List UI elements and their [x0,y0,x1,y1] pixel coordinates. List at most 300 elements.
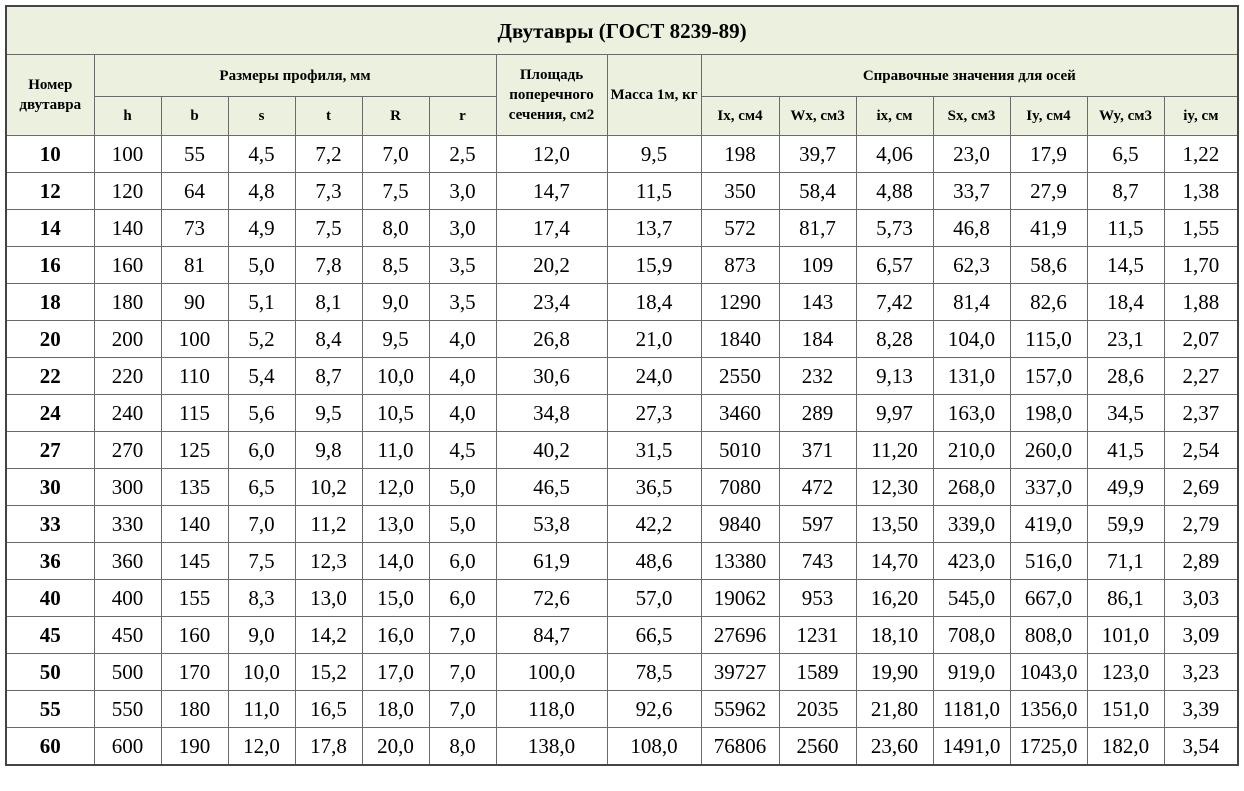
table-cell: 337,0 [1010,469,1087,506]
table-cell: 7,42 [856,284,933,321]
table-cell: 8,5 [362,247,429,284]
table-cell: 3,5 [429,284,496,321]
table-cell: 180 [161,691,228,728]
table-cell: 7,0 [228,506,295,543]
table-cell: 1,88 [1164,284,1238,321]
table-cell: 300 [94,469,161,506]
table-cell: 151,0 [1087,691,1164,728]
table-cell: 182,0 [1087,728,1164,766]
table-cell: 14,0 [362,543,429,580]
table-cell: 8,4 [295,321,362,358]
table-cell: 120 [94,173,161,210]
table-cell: 81,4 [933,284,1010,321]
header-dimensions: Размеры профиля, мм [94,55,496,97]
beam-number-cell: 14 [6,210,94,247]
table-cell: 1356,0 [1010,691,1087,728]
table-cell: 170 [161,654,228,691]
table-cell: 138,0 [496,728,607,766]
beam-number-cell: 22 [6,358,94,395]
beam-number-cell: 24 [6,395,94,432]
table-cell: 66,5 [607,617,701,654]
table-cell: 13,0 [295,580,362,617]
header-iy: iy, см [1164,97,1238,136]
table-cell: 17,8 [295,728,362,766]
table-cell: 16,5 [295,691,362,728]
table-cell: 9,5 [295,395,362,432]
table-row [6,173,1238,210]
table-cell: 160 [161,617,228,654]
table-cell: 109 [779,247,856,284]
table-cell: 64 [161,173,228,210]
header-h: h [94,97,161,136]
table-row [6,617,1238,654]
table-cell: 81,7 [779,210,856,247]
table-cell: 350 [701,173,779,210]
table-cell: 2,79 [1164,506,1238,543]
table-cell: 18,0 [362,691,429,728]
table-row [6,543,1238,580]
table-cell: 17,0 [362,654,429,691]
beam-number-cell: 12 [6,173,94,210]
table-cell: 5,0 [429,469,496,506]
table-cell: 16,0 [362,617,429,654]
table-cell: 17,4 [496,210,607,247]
table-cell: 18,4 [607,284,701,321]
table-cell: 7,0 [429,617,496,654]
table-cell: 4,06 [856,136,933,173]
table-cell: 40,2 [496,432,607,469]
table-cell: 550 [94,691,161,728]
table-cell: 7,0 [429,691,496,728]
table-cell: 23,1 [1087,321,1164,358]
table-cell: 115,0 [1010,321,1087,358]
table-cell: 23,60 [856,728,933,766]
table-cell: 4,5 [228,136,295,173]
table-cell: 10,5 [362,395,429,432]
table-cell: 4,0 [429,395,496,432]
table-cell: 450 [94,617,161,654]
table-row [6,247,1238,284]
table-cell: 48,6 [607,543,701,580]
table-cell: 3,09 [1164,617,1238,654]
table-cell: 270 [94,432,161,469]
table-cell: 9,5 [607,136,701,173]
table-cell: 10,0 [228,654,295,691]
table-cell: 9,0 [228,617,295,654]
table-cell: 135 [161,469,228,506]
table-cell: 516,0 [1010,543,1087,580]
table-cell: 21,0 [607,321,701,358]
table-cell: 145 [161,543,228,580]
table-cell: 190 [161,728,228,766]
table-cell: 42,2 [607,506,701,543]
header-ix: ix, см [856,97,933,136]
table-cell: 157,0 [1010,358,1087,395]
table-cell: 11,0 [228,691,295,728]
table-cell: 371 [779,432,856,469]
table-cell: 13380 [701,543,779,580]
table-cell: 9,97 [856,395,933,432]
table-cell: 140 [161,506,228,543]
table-cell: 240 [94,395,161,432]
table-cell: 200 [94,321,161,358]
table-cell: 39,7 [779,136,856,173]
table-cell: 7,0 [362,136,429,173]
table-cell: 8,3 [228,580,295,617]
table-cell: 20,2 [496,247,607,284]
table-cell: 27,9 [1010,173,1087,210]
table-cell: 360 [94,543,161,580]
table-cell: 33,7 [933,173,1010,210]
beam-number-cell: 10 [6,136,94,173]
header-Sx: Sx, см3 [933,97,1010,136]
table-cell: 3,0 [429,173,496,210]
header-t: t [295,97,362,136]
table-cell: 41,9 [1010,210,1087,247]
table-cell: 5010 [701,432,779,469]
table-cell: 61,9 [496,543,607,580]
table-cell: 11,5 [1087,210,1164,247]
table-cell: 184 [779,321,856,358]
table-cell: 4,0 [429,358,496,395]
table-cell: 19,90 [856,654,933,691]
table-cell: 160 [94,247,161,284]
table-cell: 15,9 [607,247,701,284]
table-row [6,654,1238,691]
table-cell: 14,70 [856,543,933,580]
table-cell: 143 [779,284,856,321]
i-beam-table [5,5,1239,766]
table-cell: 198 [701,136,779,173]
table-cell: 115 [161,395,228,432]
table-cell: 11,20 [856,432,933,469]
table-cell: 7,5 [295,210,362,247]
table-cell: 18,10 [856,617,933,654]
table-cell: 2,69 [1164,469,1238,506]
table-cell: 8,0 [429,728,496,766]
table-cell: 1725,0 [1010,728,1087,766]
header-Wx: Wx, см3 [779,97,856,136]
table-cell: 4,0 [429,321,496,358]
table-row [6,580,1238,617]
table-cell: 90 [161,284,228,321]
table-cell: 131,0 [933,358,1010,395]
table-cell: 1,70 [1164,247,1238,284]
beam-number-cell: 50 [6,654,94,691]
table-row [6,136,1238,173]
table-cell: 7,8 [295,247,362,284]
table-cell: 58,4 [779,173,856,210]
table-cell: 6,0 [429,580,496,617]
table-cell: 81 [161,247,228,284]
table-cell: 19062 [701,580,779,617]
table-row [6,506,1238,543]
table-cell: 100 [161,321,228,358]
table-cell: 21,80 [856,691,933,728]
table-cell: 873 [701,247,779,284]
table-cell: 5,0 [429,506,496,543]
table-row [6,728,1238,766]
table-cell: 7,0 [429,654,496,691]
table-cell: 339,0 [933,506,1010,543]
table-cell: 76806 [701,728,779,766]
table-row [6,469,1238,506]
table-cell: 100 [94,136,161,173]
table-cell: 1491,0 [933,728,1010,766]
table-cell: 7,5 [228,543,295,580]
table-cell: 72,6 [496,580,607,617]
table-cell: 27,3 [607,395,701,432]
table-cell: 9,5 [362,321,429,358]
table-cell: 8,28 [856,321,933,358]
table-cell: 1181,0 [933,691,1010,728]
header-r: r [429,97,496,136]
table-cell: 3,39 [1164,691,1238,728]
table-cell: 7,5 [362,173,429,210]
table-cell: 46,5 [496,469,607,506]
table-cell: 953 [779,580,856,617]
table-row [6,432,1238,469]
beam-number-cell: 36 [6,543,94,580]
table-cell: 2,54 [1164,432,1238,469]
table-cell: 9,13 [856,358,933,395]
table-cell: 41,5 [1087,432,1164,469]
table-cell: 34,8 [496,395,607,432]
table-cell: 100,0 [496,654,607,691]
beam-number-cell: 33 [6,506,94,543]
table-row [6,691,1238,728]
table-cell: 808,0 [1010,617,1087,654]
table-cell: 73 [161,210,228,247]
table-cell: 500 [94,654,161,691]
beam-number-cell: 16 [6,247,94,284]
table-cell: 268,0 [933,469,1010,506]
table-cell: 5,6 [228,395,295,432]
table-cell: 13,7 [607,210,701,247]
table-cell: 28,6 [1087,358,1164,395]
header-number: Номер двутавра [6,55,94,136]
table-cell: 18,4 [1087,284,1164,321]
beam-number-cell: 40 [6,580,94,617]
table-cell: 210,0 [933,432,1010,469]
table-cell: 1,38 [1164,173,1238,210]
table-cell: 11,0 [362,432,429,469]
table-cell: 36,5 [607,469,701,506]
table-cell: 743 [779,543,856,580]
table-cell: 3,23 [1164,654,1238,691]
table-cell: 545,0 [933,580,1010,617]
beam-number-cell: 30 [6,469,94,506]
table-cell: 4,9 [228,210,295,247]
table-cell: 163,0 [933,395,1010,432]
table-cell: 8,0 [362,210,429,247]
table-cell: 1290 [701,284,779,321]
table-cell: 92,6 [607,691,701,728]
table-cell: 11,5 [607,173,701,210]
table-cell: 53,8 [496,506,607,543]
table-cell: 123,0 [1087,654,1164,691]
table-cell: 6,0 [429,543,496,580]
table-cell: 125 [161,432,228,469]
table-cell: 289 [779,395,856,432]
table-cell: 6,5 [1087,136,1164,173]
table-cell: 17,9 [1010,136,1087,173]
table-cell: 3,5 [429,247,496,284]
table-cell: 86,1 [1087,580,1164,617]
table-cell: 155 [161,580,228,617]
header-reference: Справочные значения для осей [701,55,1238,97]
table-cell: 13,50 [856,506,933,543]
table-row [6,284,1238,321]
table-cell: 7,3 [295,173,362,210]
beam-number-cell: 18 [6,284,94,321]
table-cell: 5,4 [228,358,295,395]
header-s: s [228,97,295,136]
table-cell: 31,5 [607,432,701,469]
table-cell: 1589 [779,654,856,691]
table-cell: 27696 [701,617,779,654]
table-cell: 78,5 [607,654,701,691]
table-cell: 1,22 [1164,136,1238,173]
table-cell: 6,57 [856,247,933,284]
header-b: b [161,97,228,136]
table-cell: 2,27 [1164,358,1238,395]
table-cell: 6,0 [228,432,295,469]
beam-number-cell: 45 [6,617,94,654]
table-cell: 26,8 [496,321,607,358]
table-cell: 12,0 [362,469,429,506]
table-cell: 4,88 [856,173,933,210]
table-cell: 2,07 [1164,321,1238,358]
table-cell: 11,2 [295,506,362,543]
table-cell: 5,73 [856,210,933,247]
table-cell: 423,0 [933,543,1010,580]
table-cell: 9,8 [295,432,362,469]
header-Wy: Wy, см3 [1087,97,1164,136]
table-cell: 5,1 [228,284,295,321]
table-cell: 600 [94,728,161,766]
table-cell: 2550 [701,358,779,395]
table-cell: 220 [94,358,161,395]
table-cell: 1231 [779,617,856,654]
beam-table-container [5,5,1239,766]
table-cell: 58,6 [1010,247,1087,284]
header-Iy: Iy, см4 [1010,97,1087,136]
header-area: Площадь поперечного сечения, см2 [496,55,607,136]
table-cell: 2035 [779,691,856,728]
table-row [6,395,1238,432]
table-cell: 5,2 [228,321,295,358]
table-cell: 419,0 [1010,506,1087,543]
table-cell: 12,0 [496,136,607,173]
table-cell: 2,37 [1164,395,1238,432]
table-cell: 919,0 [933,654,1010,691]
table-cell: 8,7 [1087,173,1164,210]
table-cell: 1840 [701,321,779,358]
table-cell: 59,9 [1087,506,1164,543]
table-cell: 6,5 [228,469,295,506]
table-cell: 15,0 [362,580,429,617]
table-cell: 140 [94,210,161,247]
table-cell: 472 [779,469,856,506]
table-cell: 118,0 [496,691,607,728]
table-cell: 15,2 [295,654,362,691]
table-cell: 104,0 [933,321,1010,358]
table-cell: 110 [161,358,228,395]
table-cell: 260,0 [1010,432,1087,469]
beam-number-cell: 20 [6,321,94,358]
table-cell: 3460 [701,395,779,432]
table-cell: 34,5 [1087,395,1164,432]
table-cell: 2,5 [429,136,496,173]
table-cell: 55 [161,136,228,173]
table-cell: 57,0 [607,580,701,617]
table-cell: 5,0 [228,247,295,284]
table-cell: 2,89 [1164,543,1238,580]
table-cell: 4,5 [429,432,496,469]
beam-number-cell: 55 [6,691,94,728]
table-row [6,210,1238,247]
table-cell: 14,2 [295,617,362,654]
table-cell: 24,0 [607,358,701,395]
table-cell: 46,8 [933,210,1010,247]
table-cell: 4,8 [228,173,295,210]
table-row [6,321,1238,358]
table-cell: 30,6 [496,358,607,395]
table-cell: 12,3 [295,543,362,580]
table-cell: 49,9 [1087,469,1164,506]
table-cell: 84,7 [496,617,607,654]
table-cell: 8,1 [295,284,362,321]
table-body [6,136,1238,766]
table-cell: 3,03 [1164,580,1238,617]
table-title: Двутавры (ГОСТ 8239-89) [6,6,1238,55]
table-row [6,358,1238,395]
table-cell: 23,0 [933,136,1010,173]
header-R: R [362,97,429,136]
table-cell: 1043,0 [1010,654,1087,691]
table-cell: 71,1 [1087,543,1164,580]
table-cell: 39727 [701,654,779,691]
table-cell: 14,5 [1087,247,1164,284]
table-cell: 23,4 [496,284,607,321]
table-cell: 3,0 [429,210,496,247]
table-cell: 12,30 [856,469,933,506]
table-cell: 55962 [701,691,779,728]
table-cell: 572 [701,210,779,247]
table-cell: 180 [94,284,161,321]
table-cell: 7080 [701,469,779,506]
header-Ix: Ix, см4 [701,97,779,136]
table-cell: 8,7 [295,358,362,395]
table-cell: 13,0 [362,506,429,543]
table-cell: 9840 [701,506,779,543]
table-cell: 20,0 [362,728,429,766]
table-cell: 708,0 [933,617,1010,654]
table-cell: 82,6 [1010,284,1087,321]
table-cell: 1,55 [1164,210,1238,247]
table-cell: 16,20 [856,580,933,617]
table-cell: 3,54 [1164,728,1238,766]
table-cell: 597 [779,506,856,543]
table-cell: 9,0 [362,284,429,321]
table-cell: 10,2 [295,469,362,506]
table-cell: 62,3 [933,247,1010,284]
table-cell: 101,0 [1087,617,1164,654]
beam-number-cell: 60 [6,728,94,766]
table-cell: 2560 [779,728,856,766]
beam-number-cell: 27 [6,432,94,469]
